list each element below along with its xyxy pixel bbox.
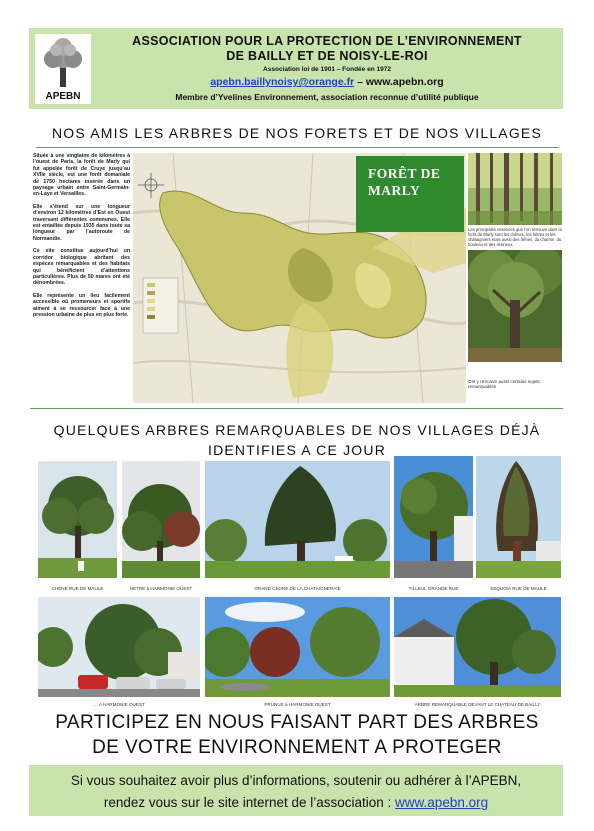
tree-caption: GRAND CEDRE DE LA CHATAIGNERAIE <box>254 586 341 591</box>
footer-line-2 <box>29 792 563 814</box>
email-link[interactable]: apebn.baillynoisy@orange.fr <box>210 76 355 88</box>
tree-photo-cedar <box>205 461 390 578</box>
tree-photo-beech <box>122 461 200 578</box>
cta-line-1: PARTICIPEZ EN NOUS FAISANT PART DES ARBRES <box>55 712 539 733</box>
tree-photo-oak <box>38 461 117 578</box>
tree-photo-sequoia <box>476 456 561 578</box>
tree-photo-linden <box>394 456 473 578</box>
tree-photo-prunus <box>205 597 390 697</box>
header-banner <box>29 28 563 109</box>
map-label-line-2: MARLY <box>368 183 421 198</box>
paragraph: Ce site constitue aujourd’hui un corridor biologique abritant des espèces remarquables et des habitats qui bénéficient d’attentions particulières. Plus de 50 mares ont été dénombrées. <box>33 248 130 287</box>
website-link[interactable]: www.apebn.org <box>395 795 489 810</box>
logo-text: APEBN <box>45 91 81 102</box>
footer-banner <box>29 765 563 816</box>
tree-caption: TILLEUL GRANDE RUE <box>408 586 459 591</box>
divider <box>30 408 563 409</box>
forests-section-title: NOS AMIS LES ARBRES DE NOS FORETS ET DE NOS VILLAGES <box>51 125 543 141</box>
membership-note: Membre d’Yvelines Environnement, association reconnue d’utilité publique <box>175 92 479 102</box>
footer-text <box>29 770 563 814</box>
forest-description <box>33 153 130 324</box>
contact-line <box>97 76 557 88</box>
forest-photo-caption: Les principales essences que l’on retrouve dans la forêt de Marly sont les chênes, les hêtres et les châtaigniers mais aussi des frênes, du charme, du bouleau et des résineux. <box>468 227 562 247</box>
trees-title-line-2: IDENTIFIES A CE JOUR <box>207 442 387 458</box>
tree-caption: CHENE RUE DE MAULE <box>51 586 104 591</box>
title-line-1: ASSOCIATION POUR LA PROTECTION DE L’ENVIRONNEMENT <box>132 34 522 48</box>
tree-caption: HETRE à HARMONIE OUEST <box>129 586 193 591</box>
divider <box>36 147 559 148</box>
footer-line-2-text: rendez vous sur le site internet de l’association : <box>103 795 396 810</box>
map-label <box>356 156 464 232</box>
tree-caption: PRUNUS à HARMONIE OUEST <box>264 702 331 707</box>
cta-line-2: DE VOTRE ENVIRONNEMENT A PROTEGER <box>92 737 502 758</box>
paragraph: Située à une vingtaine de kilomètres à l’ouest de Paris, la forêt de Marly qui fut appelée forêt de Cruye jusqu’au XVIIe siècle, est une forêt domaniale de 1750 hectares insérée dans un paysage urbain entre Saint-Germain-en-Laye et Versailles. <box>33 153 130 198</box>
paragraph: Elle représente un lieu facilement accessible où promeneurs et sportifs aiment à se ressourcer face à une pression urbaine de plus en plus forte. <box>33 292 130 318</box>
website-text: – www.apebn.org <box>354 76 444 88</box>
tree-logo-icon <box>41 37 85 91</box>
forest-photo-caption: Ont y retrouve aussi certains sujets remarquables <box>468 379 540 390</box>
tree-caption: … A HARMONIE OUEST <box>93 702 145 707</box>
trees-title-line-1: QUELQUES ARBRES REMARQUABLES DE NOS VILLAGES DÉJÀ <box>53 422 541 438</box>
tree-photo-chateau <box>394 597 561 697</box>
association-subtitle: Association loi de 1901 – Fondée en 1972 <box>263 66 391 73</box>
association-title <box>97 34 557 64</box>
paragraph: Elle s’étend sur une longueur d’environ 12 kilomètres d’Est en Ouest traversant différentes communes. Elle est entaillée depuis 1935 dans toute sa longueur par l’autoroute de Normandie. <box>33 203 130 242</box>
call-to-action <box>0 710 594 760</box>
trees-section-title <box>0 420 594 460</box>
forest-photo <box>468 250 562 362</box>
tree-caption: SEQUOIA RUE DE MAULE <box>490 586 547 591</box>
footer-line-1: Si vous souhaitez avoir plus d’informations, soutenir ou adhérer à l’APEBN, <box>70 773 522 788</box>
apebn-logo <box>35 34 91 104</box>
map-label-line-1: FORÊT DE <box>368 166 441 181</box>
tree-caption: ARBRE REMARQUABLE DEVANT LE CHATEAU DE BAILLY <box>414 702 541 707</box>
title-line-2: DE BAILLY ET DE NOISY-LE-ROI <box>226 49 428 63</box>
tree-photo-harmonie <box>38 597 200 697</box>
forest-photo <box>468 153 562 225</box>
